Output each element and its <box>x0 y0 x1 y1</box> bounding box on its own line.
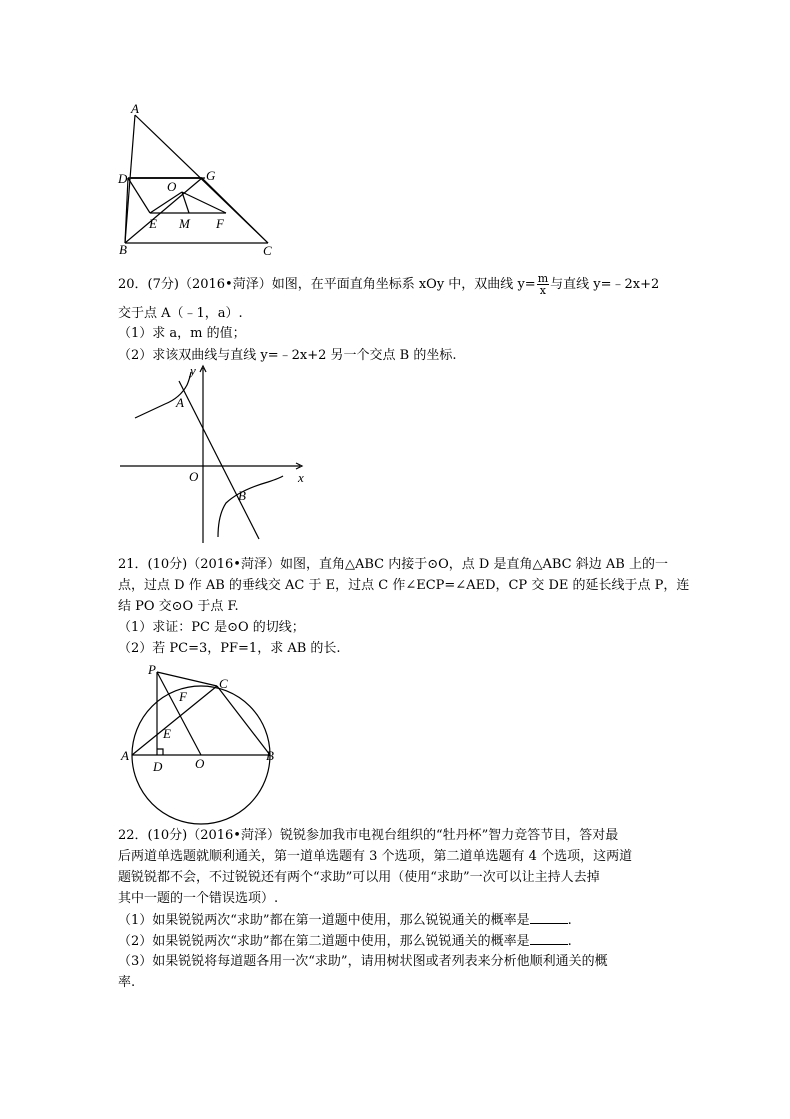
q22-sub2-text: （2）如果锐锐两次“求助”都在第二道题中使用，那么锐锐通关的概率是 <box>118 934 530 949</box>
fig19-label-C: C <box>263 243 272 258</box>
fig19-label-D: D <box>118 171 128 186</box>
figure-20-graph <box>120 363 304 543</box>
q22-sub2-period: . <box>567 934 572 949</box>
fig19-label-O: O <box>167 179 177 194</box>
fig19-label-G: G <box>206 168 216 183</box>
fig21-label-O: O <box>195 756 205 771</box>
fig19-label-F: F <box>216 216 224 231</box>
q21-line1: 21．(10分)（2016•菏泽）如图，直角△ABC 内接于⊙O，点 D 是直角△ABC 斜边 AB 上的一 <box>118 557 668 572</box>
q22-line1: 22．(10分)（2016•菏泽）锐锐参加我市电视台组织的“牡丹杯”智力竞答节目，答对最 <box>118 828 619 843</box>
fig19-label-M: M <box>179 216 190 231</box>
q20-line1-suffix: 与直线 y=﹣2x+2 <box>550 277 660 292</box>
fig21-label-E: E <box>163 726 171 741</box>
q21-sub1: （1）求证：PC 是⊙O 的切线； <box>118 620 305 635</box>
q20-line1-prefix: 20．(7分)（2016•菏泽）如图，在平面直角坐标系 xOy 中，双曲线 y= <box>118 277 536 292</box>
q20-sub2: （2）求该双曲线与直线 y=﹣2x+2 另一个交点 B 的坐标. <box>118 348 457 363</box>
q22-sub2 <box>118 931 572 952</box>
q21-sub2: （2）若 PC=3，PF=1，求 AB 的长. <box>118 641 341 656</box>
answer-blank-1[interactable] <box>530 910 568 924</box>
fig20-label-x: x <box>298 470 304 485</box>
fig20-label-O: O <box>189 469 199 484</box>
q21-line2: 点，过点 D 作 AB 的垂线交 AC 于 E，过点 C 作∠ECP=∠AED，CP 交 DE 的延长线于点 P，连 <box>118 578 690 593</box>
q20-line1 <box>118 273 659 296</box>
q22-line3: 题锐锐都不会，不过锐锐还有两个“求助”可以用（使用“求助”一次可以让主持人去掉 <box>118 870 600 885</box>
q22-sub1 <box>118 910 572 931</box>
fig21-label-B: B <box>266 748 274 763</box>
q22-sub3-line2: 率. <box>118 975 136 990</box>
answer-blank-2[interactable] <box>530 931 568 945</box>
q22-sub3-line1: （3）如果锐锐将每道题各用一次“求助”，请用树状图或者列表来分析他顺利通关的概 <box>118 954 608 969</box>
fig19-label-A: A <box>131 101 139 116</box>
fig20-label-y: y <box>190 363 196 378</box>
fig21-label-C: C <box>219 676 228 691</box>
q20-sub1: （1）求 a，m 的值； <box>118 326 246 341</box>
figure-21-circle <box>120 662 274 824</box>
q20-frac-den: x <box>539 284 547 297</box>
fig21-label-P: P <box>148 662 156 677</box>
fig19-label-E: E <box>149 216 157 231</box>
q22-line2: 后两道单选题就顺利通关，第一道单选题有 3 个选项，第二道单选题有 4 个选项，这两道 <box>118 849 633 864</box>
q22-sub1-period: . <box>567 913 572 928</box>
fig21-label-D: D <box>153 759 163 774</box>
q20-frac-num: m <box>537 272 549 285</box>
q20-fraction <box>537 273 549 296</box>
fig21-label-A: A <box>121 748 129 763</box>
q21-line3: 结 PO 交⊙O 于点 F. <box>118 599 239 614</box>
fig21-label-F: F <box>179 689 187 704</box>
q22-line4: 其中一题的一个错误选项）. <box>118 891 279 906</box>
q22-sub1-text: （1）如果锐锐两次“求助”都在第一道题中使用，那么锐锐通关的概率是 <box>118 913 530 928</box>
q20-line2: 交于点 A（﹣1，a）. <box>118 306 243 321</box>
fig19-label-B: B <box>119 242 127 257</box>
fig20-label-A: A <box>176 395 184 410</box>
fig20-label-B: B <box>238 488 246 503</box>
